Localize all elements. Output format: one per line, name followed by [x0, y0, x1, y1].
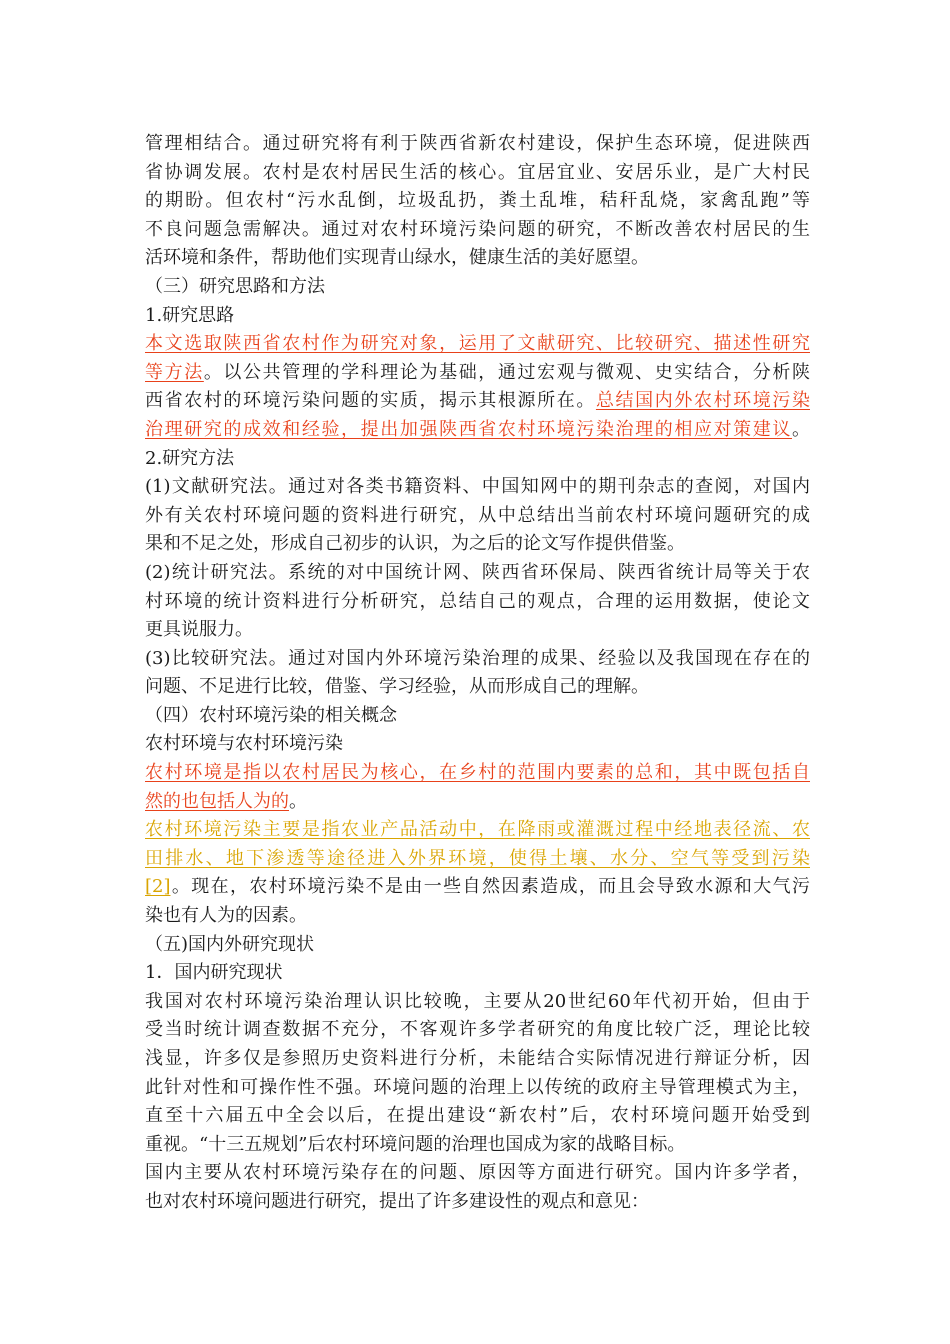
highlighted-text-yellow: 农村环境污染主要是指农业产品活动中，在降雨或灌溉过程中经地表径流、农	[145, 819, 810, 841]
text-segment: 。	[792, 418, 810, 440]
text-line	[145, 445, 810, 474]
text-line	[145, 273, 810, 302]
text-segment: 重视。“十三五规划”后农村环境问题的治理也国成为家的战略目标。	[145, 1133, 686, 1155]
text-line	[145, 702, 810, 731]
text-line	[145, 645, 810, 674]
text-line	[145, 759, 810, 788]
text-line	[145, 1045, 810, 1074]
text-segment: 我国对农村环境污染治理认识比较晚，主要从20世纪60年代初开始，但由于	[145, 990, 810, 1012]
text-segment: 。现在，农村环境污染不是由一些自然因素造成，而且会导致水源和大气污	[170, 876, 810, 898]
text-line	[145, 302, 810, 331]
text-line	[145, 1131, 810, 1160]
text-segment: 染也有人为的因素。	[145, 905, 307, 927]
text-segment: 西省农村的环境污染问题的实质，揭示其根源所在。	[145, 390, 596, 412]
highlighted-text-yellow: [2]	[145, 876, 171, 898]
text-segment: 1．国内研究现状	[145, 962, 283, 984]
text-segment: (2)统计研究法。系统的对中国统计网、陕西省环保局、陕西省统计局等关于农	[145, 561, 810, 583]
text-segment: 外有关农村环境问题的资料进行研究，从中总结出当前农村环境问题研究的成	[145, 504, 810, 526]
text-line	[145, 873, 810, 902]
text-line	[145, 502, 810, 531]
text-line	[145, 845, 810, 874]
text-line	[145, 387, 810, 416]
text-line	[145, 1074, 810, 1103]
text-line	[145, 159, 810, 188]
text-line	[145, 959, 810, 988]
highlighted-text-red: 然的也包括人为的	[145, 790, 289, 812]
text-line	[145, 730, 810, 759]
text-segment: 果和不足之处，形成自己初步的认识，为之后的论文写作提供借鉴。	[145, 533, 685, 555]
highlighted-text-red: 治理研究的成效和经验，提出加强陕西省农村环境污染治理的相应对策建议	[145, 418, 792, 440]
text-segment: （四）农村环境污染的相关概念	[145, 704, 397, 726]
text-segment: 不良问题急需解决。通过对农村环境污染问题的研究，不断改善农村居民的生	[145, 218, 810, 240]
text-segment: 此针对性和可操作性不强。环境问题的治理上以传统的政府主导管理模式为主，	[145, 1076, 810, 1098]
text-segment: 更具说服力。	[145, 619, 253, 641]
text-segment: 活环境和条件，帮助他们实现青山绿水，健康生活的美好愿望。	[145, 247, 649, 269]
highlighted-text-red: 总结国内外农村环境污染	[595, 390, 810, 412]
document-body	[145, 130, 810, 1217]
text-line	[145, 816, 810, 845]
text-line	[145, 130, 810, 159]
text-segment: 问题、不足进行比较，借鉴、学习经验，从而形成自己的理解。	[145, 676, 649, 698]
text-segment: 管理相结合。通过研究将有利于陕西省新农村建设，保护生态环境，促进陕西	[145, 133, 810, 154]
text-segment: 2.研究方法	[145, 447, 235, 469]
text-line	[145, 588, 810, 617]
text-line	[145, 1016, 810, 1045]
text-segment: 受当时统计调查数据不充分，不客观许多学者研究的角度比较广泛，理论比较	[145, 1019, 810, 1041]
text-line	[145, 1188, 810, 1217]
text-segment: 村环境的统计资料进行分析研究，总结自己的观点，合理的运用数据，使论文	[145, 590, 810, 612]
text-line	[145, 187, 810, 216]
text-segment: 省协调发展。农村是农村居民生活的核心。宜居宜业、安居乐业，是广大村民	[145, 161, 810, 183]
highlighted-text-red: 农村环境是指以农村居民为核心，在乡村的范围内要素的总和，其中既包括自	[145, 762, 810, 784]
text-segment: 浅显，许多仅是参照历史资料进行分析，未能结合实际情况进行辩证分析，因	[145, 1048, 810, 1069]
highlighted-text-red: 等方法	[145, 361, 204, 383]
text-line	[145, 530, 810, 559]
text-segment: （五)国内外研究现状	[145, 933, 315, 955]
text-segment: 。	[289, 790, 307, 812]
text-line	[145, 330, 810, 359]
text-line	[145, 559, 810, 588]
text-line	[145, 244, 810, 273]
text-segment: 直至十六届五中全会以后，在提出建设“新农村”后，农村环境问题开始受到	[145, 1105, 810, 1127]
text-segment: 1.研究思路	[145, 304, 235, 326]
text-segment: 的期盼。但农村“污水乱倒，垃圾乱扔，粪土乱堆，秸秆乱烧，家禽乱跑”等	[145, 190, 810, 212]
text-segment: (3)比较研究法。通过对国内外环境污染治理的成果、经验以及我国现在存在的	[145, 647, 810, 669]
highlighted-text-red: 本文选取陕西省农村作为研究对象，运用了文献研究、比较研究、描述性研究	[145, 333, 810, 355]
text-segment: 国内主要从农村环境污染存在的问题、原因等方面进行研究。国内许多学者，	[145, 1162, 810, 1184]
text-line	[145, 673, 810, 702]
text-line	[145, 902, 810, 931]
text-line	[145, 616, 810, 645]
text-line	[145, 473, 810, 502]
text-line	[145, 988, 810, 1017]
text-line	[145, 359, 810, 388]
text-segment: 农村环境与农村环境污染	[145, 733, 343, 755]
highlighted-text-yellow: 田排水、地下渗透等途径进入外界环境，使得土壤、水分、空气等受到污染	[145, 847, 810, 869]
text-segment: 。以公共管理的学科理论为基础，通过宏观与微观、史实结合，分析陕	[203, 361, 811, 383]
text-line	[145, 1102, 810, 1131]
text-segment: (1)文献研究法。通过对各类书籍资料、中国知网中的期刊杂志的查阅，对国内	[145, 476, 810, 498]
text-line	[145, 931, 810, 960]
text-line	[145, 216, 810, 245]
text-line	[145, 788, 810, 817]
text-line	[145, 416, 810, 445]
text-segment: （三）研究思路和方法	[145, 275, 325, 297]
text-line	[145, 1159, 810, 1188]
text-segment: 也对农村环境问题进行研究，提出了许多建设性的观点和意见：	[145, 1190, 649, 1212]
